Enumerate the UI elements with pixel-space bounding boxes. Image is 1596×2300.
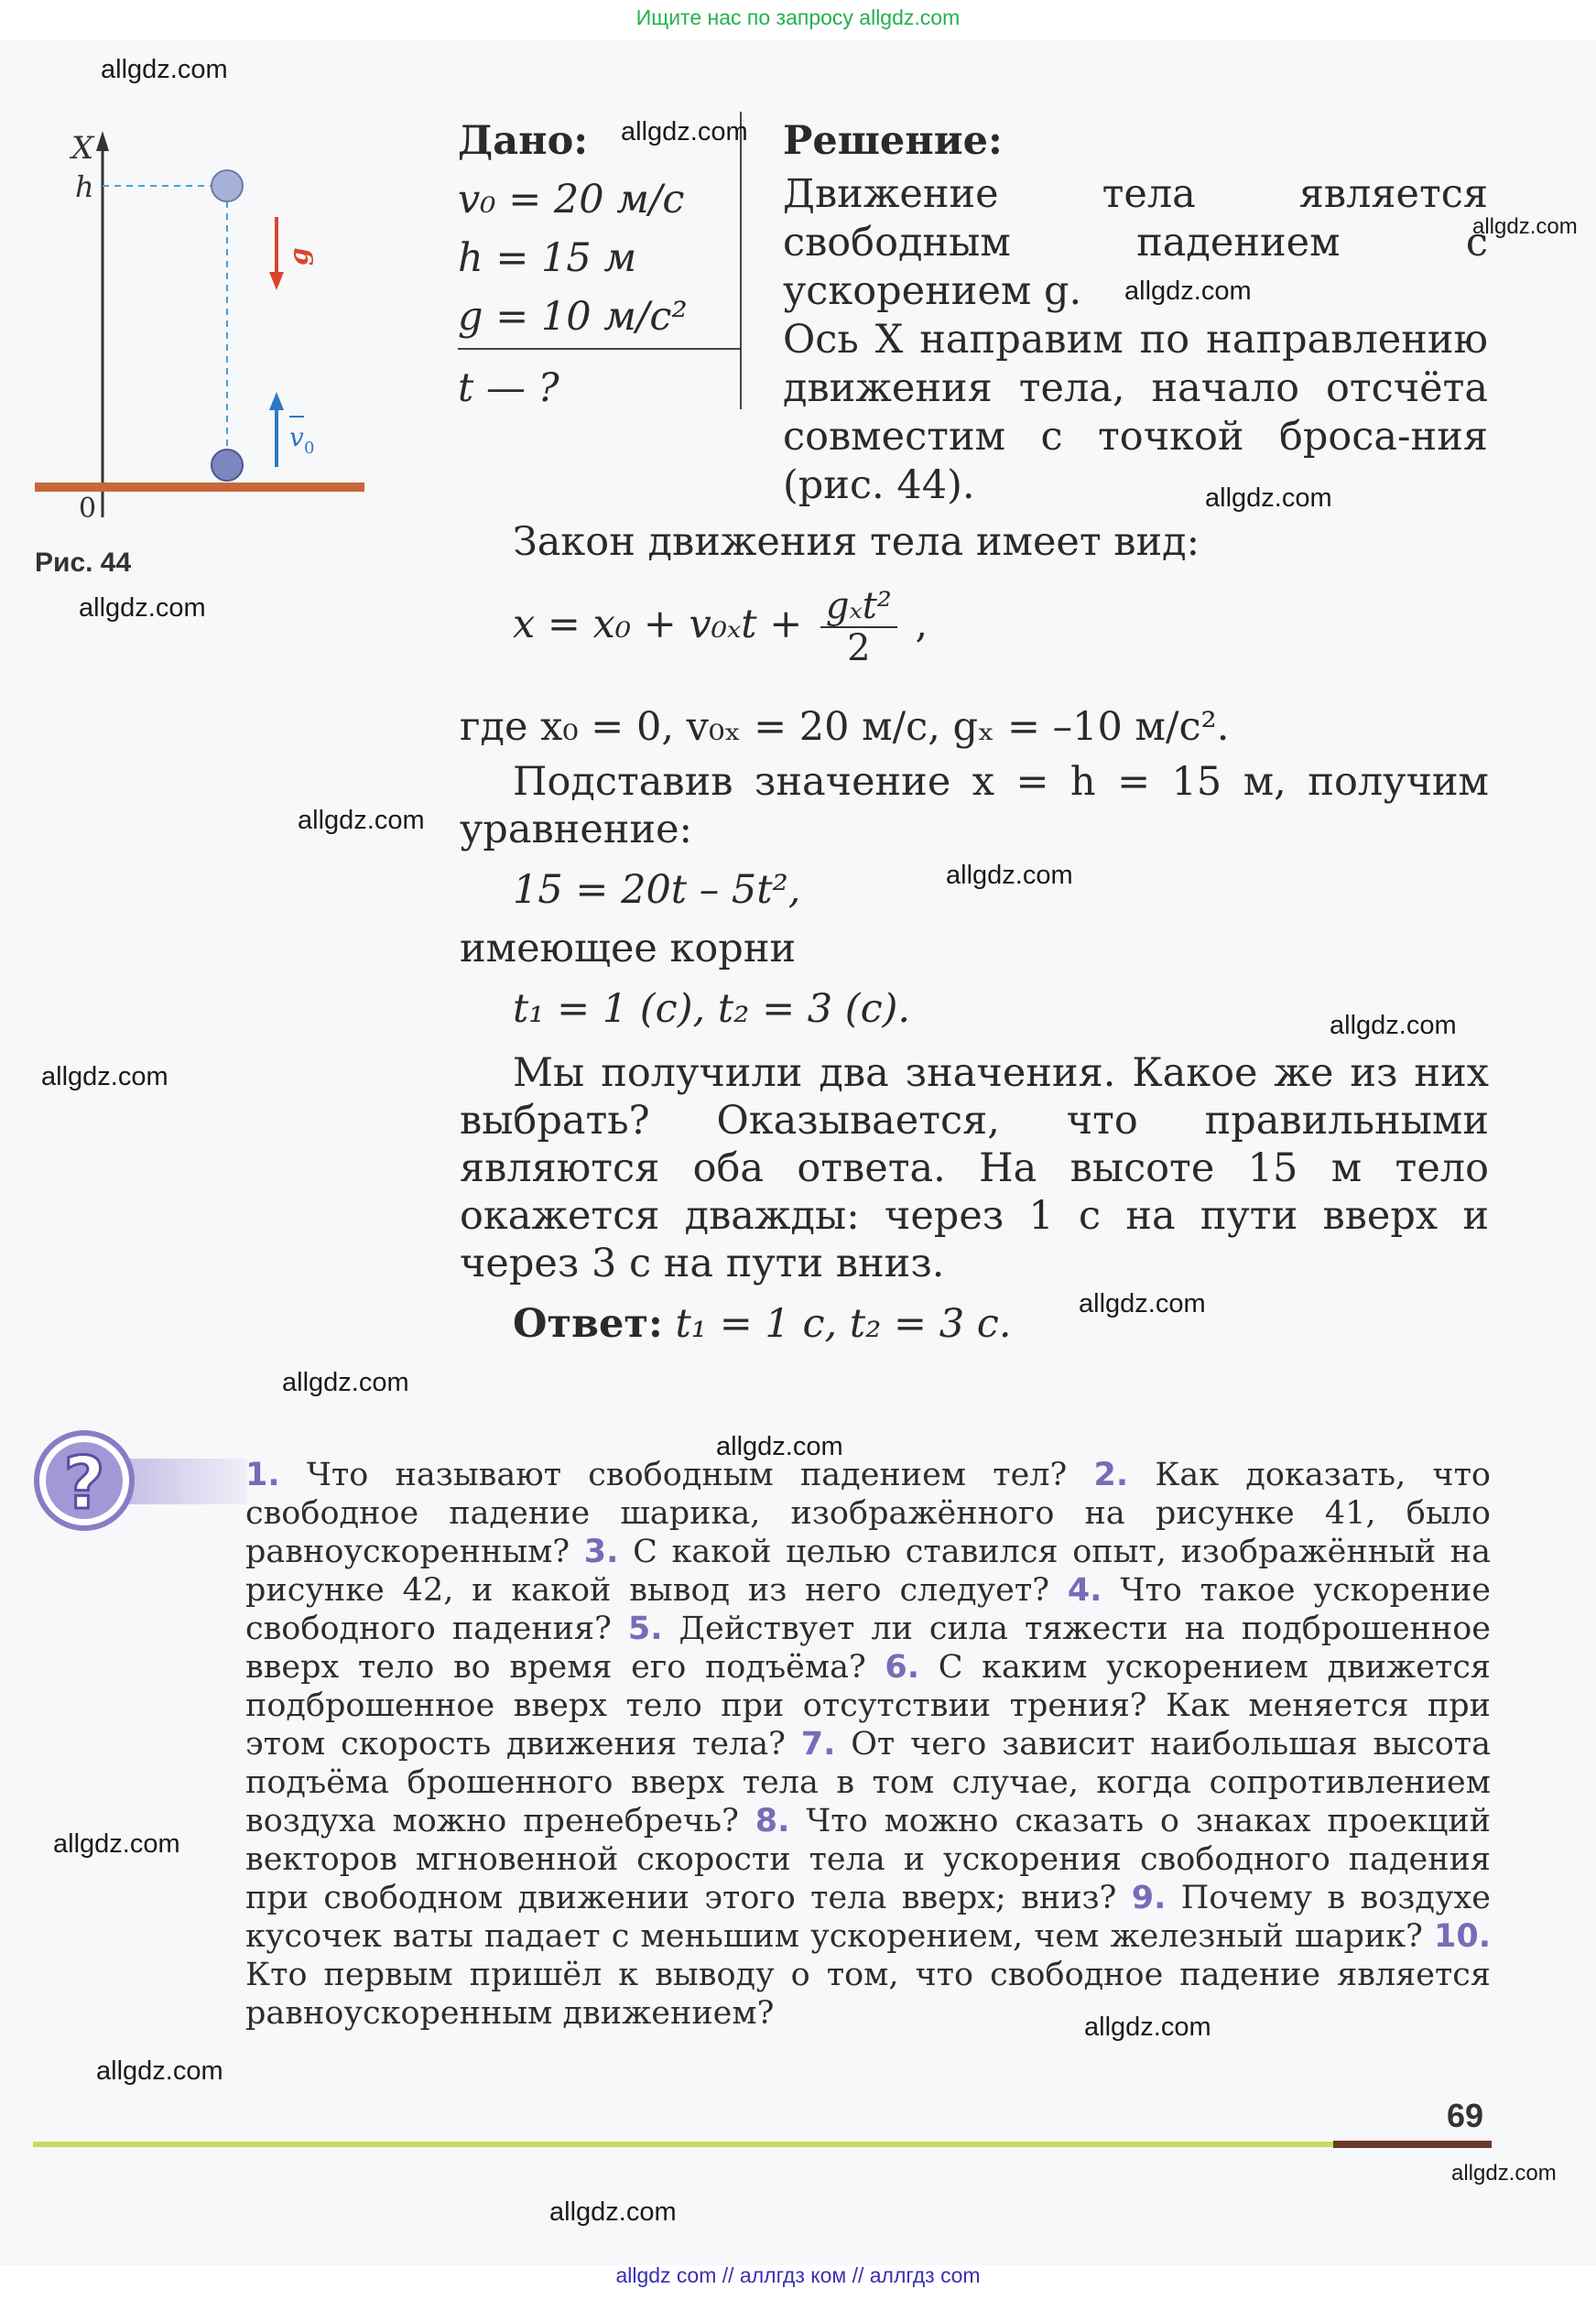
page-number: 69 [1447,2097,1484,2134]
question-number: 5. [627,1611,663,1647]
body-text [460,518,1489,566]
question-text: Что можно сказать о знаках проекций векторов мгновенной скорости тела и ускорения свободного падения при свободном движении этого тела вверх; вниз? [245,1803,1491,1916]
question-text: Действует ли сила тяжести на подброшенное вверх тело во время его подъёма? [245,1611,1491,1686]
question-number: 9. [1131,1880,1167,1916]
watermark: allgdz.com [1079,1289,1206,1318]
watermark: allgdz.com [53,1829,180,1859]
given-line: g = 10 м/с² [458,294,688,340]
equation-text: 15 = 20t – 5t², [513,867,801,913]
given-vertical-divider [740,112,742,409]
height-label: h [75,169,94,204]
watermark: allgdz.com [716,1432,843,1461]
given-line: h = 15 м [458,235,637,281]
solution-paragraph: Ось X направим по направлению движения тела, начало отсчёта совместим с точкой броса-ния (рис. 44). [783,317,1488,508]
question-text: С каким ускорением движется подброшенное вверх тело при отсутствии трения? Как меняется при этом скорость движения тела? [245,1649,1491,1763]
v0-vector-label: v [289,422,304,452]
top-banner: Ищите нас по запросу allgdz.com [635,5,961,29]
question-number: 2. [1093,1457,1129,1493]
law-text: Закон движения тела имеет вид: [513,519,1200,565]
question-text: Что такое ускорение свободного падения? [245,1572,1491,1647]
figure-caption: Рис. 44 [35,548,132,578]
question-number: 10. [1433,1918,1491,1955]
watermark: allgdz.com [1124,277,1252,306]
watermark: allgdz.com [41,1062,168,1091]
answer-value: t₁ = 1 с, t₂ = 3 с. [662,1301,1012,1347]
watermark: allgdz.com [549,2197,677,2227]
watermark: allgdz.com [282,1368,409,1397]
formula-tail: , [915,602,928,647]
question-text: Что называют свободным падением тел? [279,1457,1094,1493]
answer-line [460,1300,1489,1348]
question-text: Как доказать, что свободное падение шарика, изображённого на рисунке 41, было равноускоренным? [245,1457,1491,1570]
question-mark-icon [27,1424,247,1538]
axis-x-label: X [71,130,94,167]
given-header: Дано: [458,118,589,164]
watermark: allgdz.com [1472,214,1578,239]
watermark: allgdz.com [946,861,1073,890]
question-number: 7. [800,1726,836,1763]
question-number: 6. [885,1649,920,1686]
velocity-arrow-icon [269,392,284,410]
question-text: С какой целью ставился опыт, изображённый на рисунке 42, и какой вывод из него следует? [245,1534,1491,1609]
given-divider [458,348,742,350]
roots-text: t₁ = 1 (с), t₂ = 3 (с). [513,986,911,1032]
g-vector-label: g [284,247,314,266]
watermark: allgdz.com [1084,2012,1211,2042]
question-text: Почему в воздухе кусочек ваты падает с меньшим ускорением, чем железный шарик? [245,1880,1491,1955]
gravity-arrow-icon [269,272,284,290]
answer-label: Ответ: [513,1301,663,1347]
watermark: allgdz.com [1451,2161,1557,2186]
svg-text:?: ? [63,1443,105,1525]
origin-label: 0 [79,493,97,517]
formula-denominator: 2 [847,627,871,669]
given-line: v₀ = 20 м/с [458,177,685,222]
formula-fraction [820,586,897,668]
watermark: allgdz.com [79,593,206,623]
watermark: allgdz.com [621,117,748,146]
question-text: Кто первым пришёл к выводу о том, что свободное падение является равноускоренным движением? [245,1957,1491,2032]
ball-top-icon [212,170,243,201]
figure-44 [27,114,375,517]
review-questions [245,1456,1491,2033]
where-text: где x₀ = 0, v₀ₓ = 20 м/с, gₓ = –10 м/с². [460,704,1230,750]
given-unknown: t — ? [458,365,559,411]
given-block [458,112,742,418]
formula-block [513,586,1154,668]
roots-intro: имеющее корни [460,926,797,971]
watermark: allgdz.com [1330,1011,1457,1040]
formula-left: x = x₀ + v₀ₓt + [513,602,803,647]
formula-numerator: gₓt² [820,586,897,628]
discussion-text: Мы получили два значения. Какое же из них выбрать? Оказывается, что правильными являются оба ответа. На высоте 15 м тело окажется дважды: через 1 с на пути вверх и через 3 с на пути вниз. [460,1050,1489,1286]
solution-paragraph: Движение тела является свободным падением с ускорением g. [783,171,1488,314]
watermark: allgdz.com [96,2056,223,2086]
question-text: От чего зависит наибольшая высота подъёма брошенного вверх тела в том случае, когда сопротивлением воздуха можно пренебречь? [245,1726,1491,1839]
ground [35,483,364,492]
substitute-text: Подставив значение x = h = 15 м, получим уравнение: [460,759,1489,852]
solution-header: Решение: [783,118,1003,164]
question-number: 4. [1067,1572,1102,1609]
question-number: 8. [755,1803,790,1839]
footer-rule [33,2141,1492,2148]
question-number: 3. [583,1534,619,1570]
question-number: 1. [245,1457,280,1493]
watermark: allgdz.com [101,55,228,84]
watermark: allgdz.com [298,806,425,835]
bottom-banner: allgdz com // аллгдз ком // аллгдз com [615,2263,981,2287]
ball-bottom-icon [212,450,243,481]
watermark: allgdz.com [1205,483,1332,513]
v0-vector-subscript: 0 [304,439,315,458]
solution-block [783,112,1488,510]
